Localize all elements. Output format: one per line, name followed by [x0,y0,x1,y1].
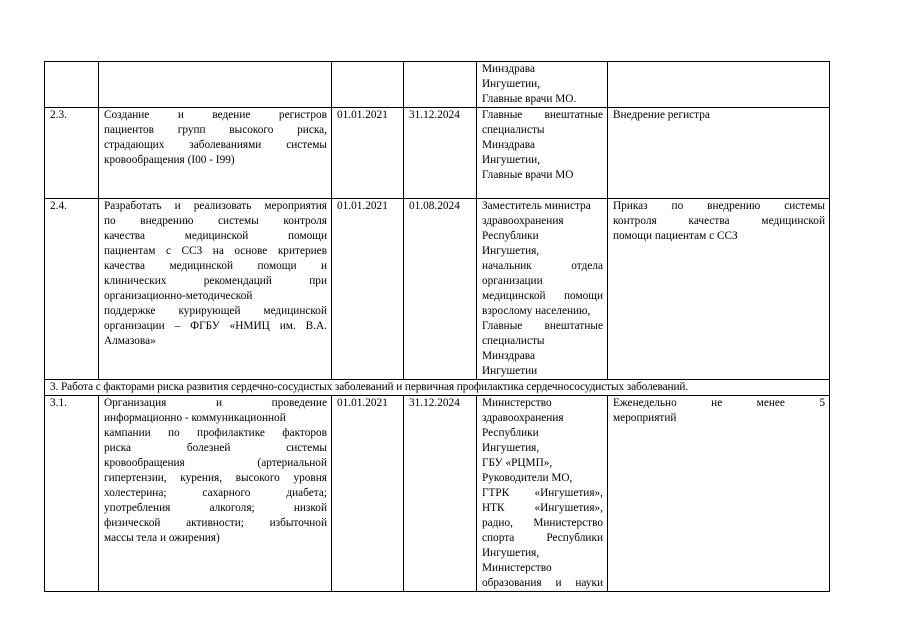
cell-activity [99,62,332,108]
activity-line: поддержке курирующей медицинской [104,305,327,317]
result-line: мероприятий [613,412,677,424]
responsible-line: Ингушетии, [482,78,541,90]
responsible-line: специалисты [482,335,545,347]
responsible-line: спорта Республики [482,532,603,544]
cell-start-date [332,62,404,108]
responsible-line: ГТРК «Ингушетия», [482,487,603,499]
activity-line: по внедрению системы контроля [104,215,327,227]
cell-result [608,108,830,199]
responsible-line: Главные внештатные [482,320,603,332]
cell-result [608,62,830,108]
cell-end-date: 01.08.2024 [404,199,477,380]
cell-activity [99,108,332,199]
responsible-line: Ингушетии [482,365,538,377]
activity-line: качества медицинской помощи [104,230,327,242]
cell-start-date: 01.01.2021 [332,108,404,199]
cell-number: 3.1. [45,396,99,592]
responsible-line: радио, Министерство [482,517,603,529]
responsible-line: НТК «Ингушетия», [482,502,603,514]
responsible-line: взрослому населению, [482,305,591,317]
responsible-line: специалисты [482,124,545,136]
section-heading-row [45,380,830,396]
responsible-line: Главные внештатные [482,109,603,121]
activity-plan-table [44,61,830,592]
table-row-continued [45,62,830,108]
responsible-line: Ингушетия, [482,442,540,454]
activity-line: клинических рекомендаций при [104,275,327,287]
responsible-line: образования и науки [482,577,603,589]
activity-line: физической активности; избыточной [104,517,327,529]
activity-line: Организация и проведение [104,397,327,409]
responsible-line: Руководители МО, [482,472,573,484]
activity-line: страдающих заболеваниями системы [104,139,327,151]
cell-activity [99,199,332,380]
cell-number: 2.3. [45,108,99,199]
table-row-3-1 [45,396,830,592]
activity-line: холестерина; сахарного диабета; [104,487,327,499]
cell-responsible [477,199,608,380]
cell-responsible [477,108,608,199]
responsible-line: медицинской помощи [482,290,603,302]
responsible-line: Ингушетия, [482,245,540,257]
activity-line: организации – ФГБУ «НМИЦ им. В.А. [104,320,327,332]
activity-line: кампании по профилактике факторов [104,427,327,439]
responsible-line: Ингушетии, [482,154,541,166]
cell-result [608,396,830,592]
activity-line: пациентов групп высокого риска, [104,124,327,136]
result-line: контроля качества медицинской [613,215,825,227]
responsible-line: Минздрава [482,63,536,75]
responsible-line: Республики [482,427,539,439]
activity-line: гипертензии, курения, высокого уровня [104,472,327,484]
cell-responsible [477,396,608,592]
responsible-line: Заместитель министра [482,200,591,212]
activity-line: кровообращения (артериальной [104,457,327,469]
cell-result [608,199,830,380]
cell-end-date: 31.12.2024 [404,396,477,592]
table-row-2-4 [45,199,830,380]
result-line: помощи пациентам с ССЗ [613,230,738,242]
cell-activity [99,396,332,592]
activity-line: кровообращения (I00 - I99) [104,154,235,166]
responsible-line: Министерство [482,562,552,574]
activity-line: Создание и ведение регистров [104,109,327,121]
cell-start-date: 01.01.2021 [332,199,404,380]
activity-line: Алмазова» [104,335,156,347]
cell-number [45,62,99,108]
result-line: Внедрение регистра [613,109,710,121]
responsible-line: Министерство [482,397,552,409]
responsible-line: ГБУ «РЦМП», [482,457,553,469]
activity-line: организационно-методической [104,290,253,302]
activity-line: информационно - коммуникационной [104,412,286,424]
responsible-line: Республики [482,230,539,242]
cell-responsible [477,62,608,108]
activity-line: массы тела и ожирения) [104,532,220,544]
cell-start-date: 01.01.2021 [332,396,404,592]
responsible-line: здравоохранения [482,412,564,424]
activity-line: риска болезней системы [104,442,327,454]
table-row-2-3 [45,108,830,199]
responsible-line: Главные врачи МО [482,169,574,181]
responsible-line: начальник отдела [482,260,603,272]
cell-end-date [404,62,477,108]
cell-number: 2.4. [45,199,99,380]
activity-line: качества медицинской помощи и [104,260,327,272]
activity-line: употребления алкоголя; низкой [104,502,327,514]
responsible-line: Минздрава [482,350,536,362]
section-3-heading: 3. Работа с факторами риска развития сердечно-сосудистых заболеваний и первичная профилактика сердечнососудистых заболеваний. [45,380,830,396]
responsible-line: организации [482,275,543,287]
activity-line: пациентам с ССЗ на основе критериев [104,245,327,257]
result-line: Еженедельно не менее 5 [613,397,825,409]
result-line: Приказ по внедрению системы [613,200,825,212]
activity-line: Разработать и реализовать мероприятия [104,200,327,212]
cell-end-date: 31.12.2024 [404,108,477,199]
responsible-line: здравоохранения [482,215,564,227]
responsible-line: Минздрава [482,139,536,151]
responsible-line: Ингушетия, [482,547,540,559]
responsible-line: Главные врачи МО. [482,93,577,105]
